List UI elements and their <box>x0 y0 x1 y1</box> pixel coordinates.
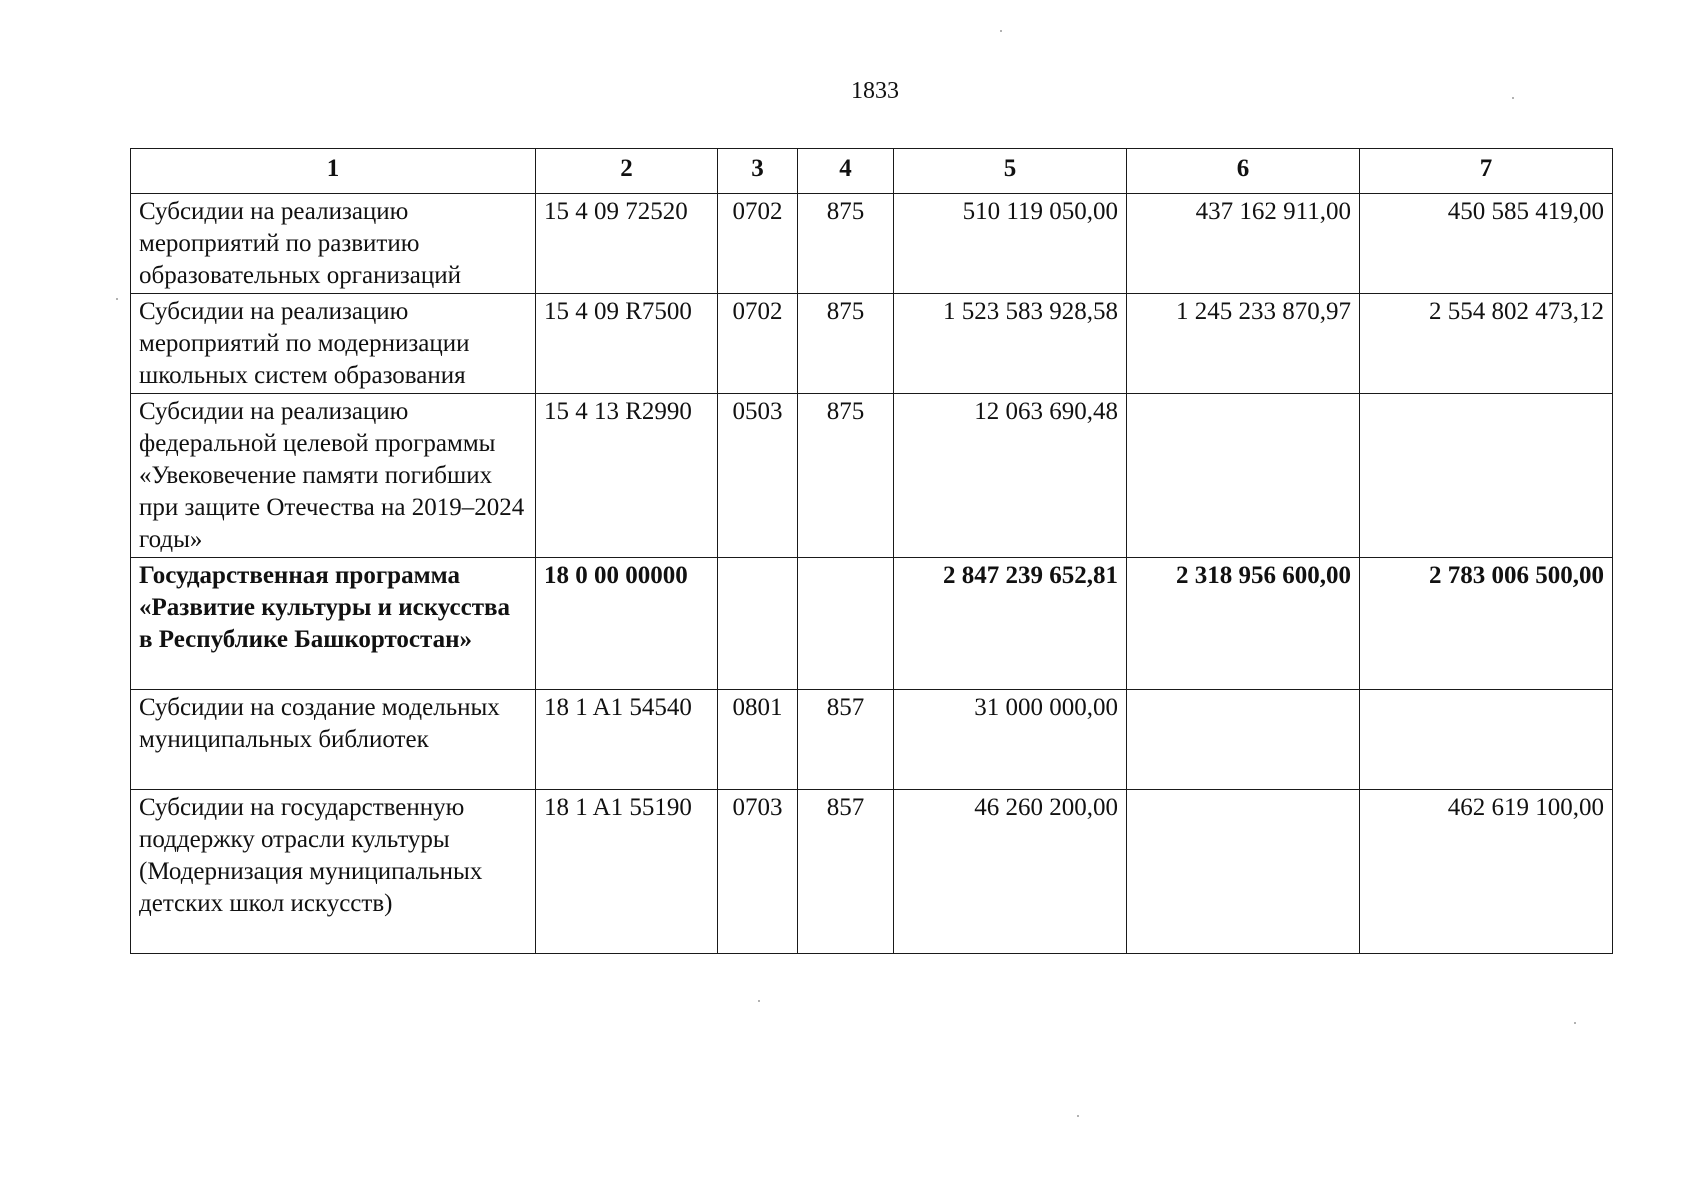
scan-speck <box>116 298 118 300</box>
row-code: 18 0 00 00000 <box>536 558 718 690</box>
row-agency: 875 <box>798 394 894 558</box>
table-row-program <box>131 558 1613 690</box>
table-row <box>131 294 1613 394</box>
scan-speck <box>1512 97 1514 99</box>
row-value-5: 12 063 690,48 <box>894 394 1127 558</box>
row-value-5: 2 847 239 652,81 <box>894 558 1127 690</box>
row-value-7: 2 783 006 500,00 <box>1360 558 1613 690</box>
table-row <box>131 790 1613 954</box>
row-value-6: 1 245 233 870,97 <box>1127 294 1360 394</box>
table-row <box>131 394 1613 558</box>
row-agency <box>798 558 894 690</box>
row-name: Субсидии на реализацию федеральной целевой программы «Увековечение памяти погибших при защите Отечества на 2019–2024 годы» <box>131 394 536 558</box>
row-section <box>718 558 798 690</box>
row-section: 0801 <box>718 690 798 790</box>
table-row <box>131 690 1613 790</box>
row-value-6 <box>1127 790 1360 954</box>
column-header-3: 3 <box>718 149 798 194</box>
row-section: 0503 <box>718 394 798 558</box>
row-code: 18 1 A1 54540 <box>536 690 718 790</box>
scan-speck <box>1077 1115 1079 1117</box>
row-agency: 857 <box>798 790 894 954</box>
row-agency: 857 <box>798 690 894 790</box>
row-value-5: 46 260 200,00 <box>894 790 1127 954</box>
row-code: 15 4 09 R7500 <box>536 294 718 394</box>
row-code: 18 1 A1 55190 <box>536 790 718 954</box>
row-name: Субсидии на государственную поддержку отрасли культуры (Модернизация муниципальных детских школ искусств) <box>131 790 536 954</box>
row-value-5: 1 523 583 928,58 <box>894 294 1127 394</box>
table-row <box>131 194 1613 294</box>
column-header-6: 6 <box>1127 149 1360 194</box>
row-code: 15 4 13 R2990 <box>536 394 718 558</box>
row-section: 0703 <box>718 790 798 954</box>
row-agency: 875 <box>798 194 894 294</box>
header-row <box>131 149 1613 194</box>
scan-speck <box>1000 30 1002 32</box>
row-agency: 875 <box>798 294 894 394</box>
row-value-5: 31 000 000,00 <box>894 690 1127 790</box>
row-value-6: 2 318 956 600,00 <box>1127 558 1360 690</box>
scan-speck <box>758 1000 760 1002</box>
row-code: 15 4 09 72520 <box>536 194 718 294</box>
column-header-1: 1 <box>131 149 536 194</box>
row-value-7: 2 554 802 473,12 <box>1360 294 1613 394</box>
scan-speck <box>1574 1022 1576 1024</box>
row-value-6: 437 162 911,00 <box>1127 194 1360 294</box>
row-name: Государственная программа «Развитие культуры и искусства в Республике Башкортостан» <box>131 558 536 690</box>
row-value-7 <box>1360 394 1613 558</box>
row-value-7: 462 619 100,00 <box>1360 790 1613 954</box>
row-section: 0702 <box>718 294 798 394</box>
row-name: Субсидии на создание модельных муниципальных библиотек <box>131 690 536 790</box>
column-header-7: 7 <box>1360 149 1613 194</box>
row-name: Субсидии на реализацию мероприятий по модернизации школьных систем образования <box>131 294 536 394</box>
row-name: Субсидии на реализацию мероприятий по развитию образовательных организаций <box>131 194 536 294</box>
row-value-6 <box>1127 394 1360 558</box>
row-value-6 <box>1127 690 1360 790</box>
row-value-5: 510 119 050,00 <box>894 194 1127 294</box>
row-section: 0702 <box>718 194 798 294</box>
row-value-7 <box>1360 690 1613 790</box>
column-header-5: 5 <box>894 149 1127 194</box>
page-number: 1833 <box>851 78 899 104</box>
column-header-2: 2 <box>536 149 718 194</box>
budget-table <box>130 148 1613 954</box>
row-value-7: 450 585 419,00 <box>1360 194 1613 294</box>
column-header-4: 4 <box>798 149 894 194</box>
